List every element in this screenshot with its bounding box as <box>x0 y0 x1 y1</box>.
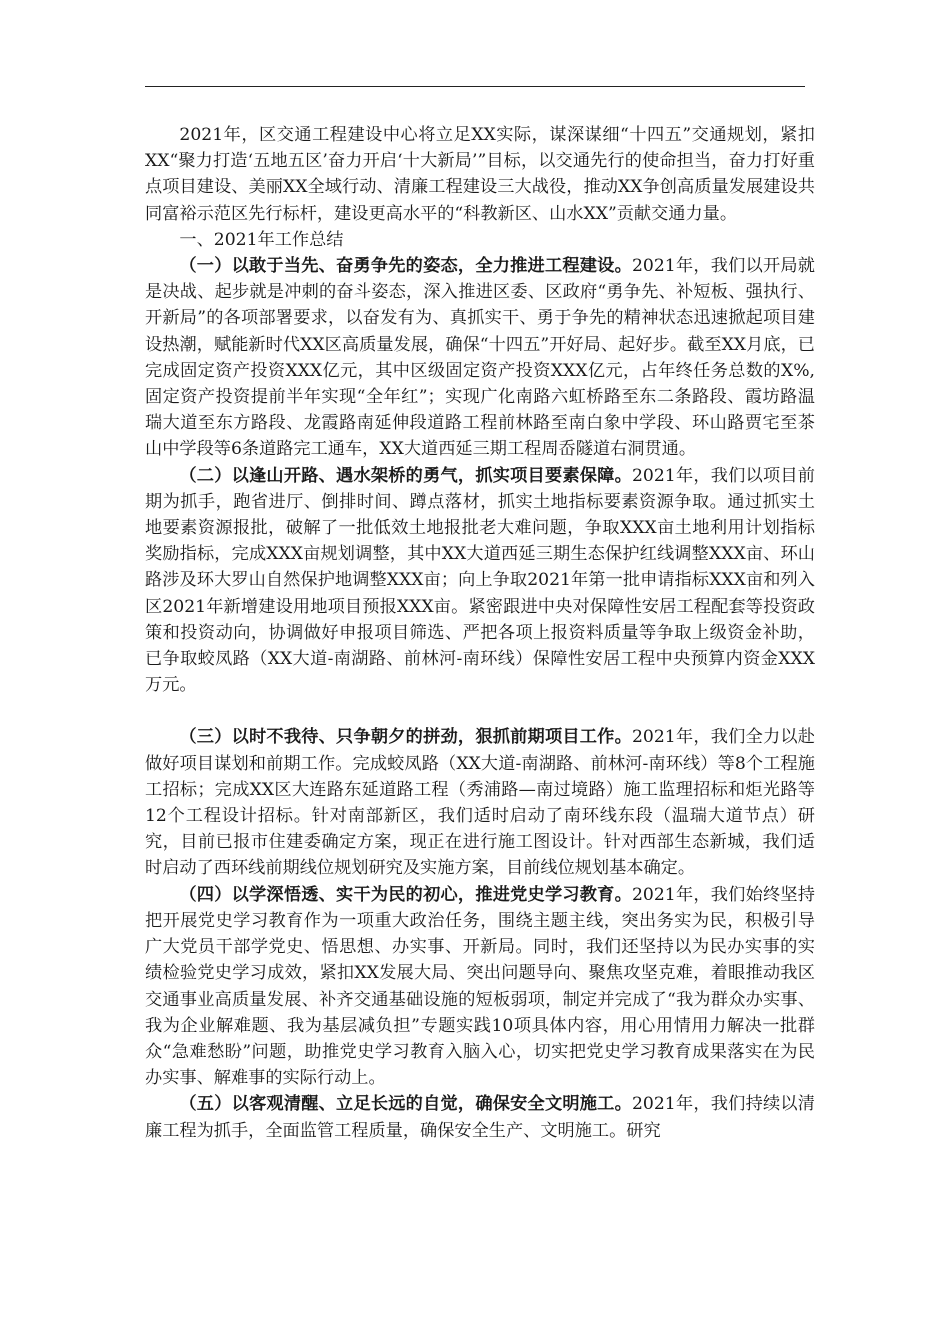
paragraph-gap <box>145 698 815 724</box>
document-body <box>145 122 815 1144</box>
item-lead-4: （四）以学深悟透、实干为民的初心，推进党史学习教育。 <box>179 884 632 905</box>
item-lead-5: （五）以客观清醒、立足长远的自觉，确保安全文明施工。 <box>179 1094 632 1115</box>
item-body-5: 2021年，我们持续以清廉工程为抓手，全面监管工程质量，确保安全生产、文明施工。研究 <box>145 1094 815 1141</box>
item-body-2: 2021年，我们以项目前期为抓手，跑省进厅、倒排时间、蹲点落材，抓实土地指标要素资源争取。通过抓实土地要素资源报批，破解了一批低效土地报批老大难问题，争取XXX亩土地利用计划指标奖励指标，完成XXX亩规划调整，其中XX大道西延三期生态保护红线调整XXX亩、环山路涉及环大罗山自然保护地调整XXX亩；向上争取2021年第一批申请指标XXX亩和列入区2021年新增建设用地项目预报XXX亩。紧密跟进中央对保障性安居工程配套等投资政策和投资动向，协调做好申报项目筛选、严把各项上报资料质量等争取上级资金补助，已争取蛟凤路（XX大道-南湖路、前林河-南环线）保障性安居工程中央预算内资金XXX万元。 <box>145 465 815 696</box>
header-rule <box>145 86 805 87</box>
item-body-1: 2021年，我们以开局就是决战、起步就是冲刺的奋斗姿态，深入推进区委、区政府“勇争先、补短板、强执行、开新局”的各项部署要求，以奋发有为、真抓实干、勇于争先的精神状态迅速掀起项目建设热潮，赋能新时代XX区高质量发展，确保“十四五”开好局、起好步。截至XX月底，已完成固定资产投资XXX亿元，其中区级固定资产投资XXX亿元，占年终任务总数的X%,固定资产投资提前半年实现“全年红”；实现广化南路六虹桥路至东二条路段、霞坊路温瑞大道至东方路段、龙霞路南延伸段道路工程前林路至南白象中学段、环山路贾宅至茶山中学段等6条道路完工通车，XX大道西延三期工程周岙隧道右洞贯通。 <box>145 256 815 460</box>
item-paragraph-2 <box>145 463 815 699</box>
intro-paragraph: 2021年，区交通工程建设中心将立足XX实际，谋深谋细“十四五”交通规划，紧扣XX“聚力打造‘五地五区’奋力开启‘十大新局’”目标，以交通先行的使命担当，奋力打好重点项目建设、美丽XX全域行动、清廉工程建设三大战役，推动XX争创高质量发展建设共同富裕示范区先行标杆，建设更高水平的“科教新区、山水XX”贡献交通力量。 <box>145 125 815 224</box>
item-paragraph-3 <box>145 724 815 881</box>
section-heading: 一、2021年工作总结 <box>179 229 344 250</box>
item-body-3: 2021年，我们全力以赴做好项目谋划和前期工作。完成蛟凤路（XX大道-南湖路、前林河-南环线）等8个工程施工招标；完成XX区大连路东延道路工程（秀浦路—南过境路）施工监理招标和炬光路等12个工程设计招标。针对南部新区，我们适时启动了南环线东段（温瑞大道节点）研究，目前已报市住建委确定方案，现正在进行施工图设计。针对西部生态新城，我们适时启动了西环线前期线位规划研究及实施方案，目前线位规划基本确定。 <box>145 727 815 879</box>
item-paragraph-5 <box>145 1091 815 1143</box>
item-lead-2: （二）以逢山开路、遇水架桥的勇气，抓实项目要素保障。 <box>179 465 632 486</box>
item-body-4: 2021年，我们始终坚持把开展党史学习教育作为一项重大政治任务，围绕主题主线，突出务实为民，积极引导广大党员干部学党史、悟思想、办实事、开新局。同时，我们还坚持以为民办实事的实绩检验党史学习成效，紧扣XX发展大局、突出问题导向、聚焦攻坚克难，着眼推动我区交通事业高质量发展、补齐交通基础设施的短板弱项，制定并完成了“我为群众办实事、我为企业解难题、我为基层减负担”专题实践10项具体内容，用心用情用力解决一批群众“急难愁盼”问题，助推党史学习教育入脑入心，切实把党史学习教育成果落实在为民办实事、解难事的实际行动上。 <box>145 884 815 1089</box>
item-paragraph-4 <box>145 882 815 1092</box>
item-lead-3: （三）以时不我待、只争朝夕的拼劲，狠抓前期项目工作。 <box>179 727 632 748</box>
item-paragraph-1 <box>145 253 815 463</box>
item-lead-1: （一）以敢于当先、奋勇争先的姿态，全力推进工程建设。 <box>179 256 632 277</box>
